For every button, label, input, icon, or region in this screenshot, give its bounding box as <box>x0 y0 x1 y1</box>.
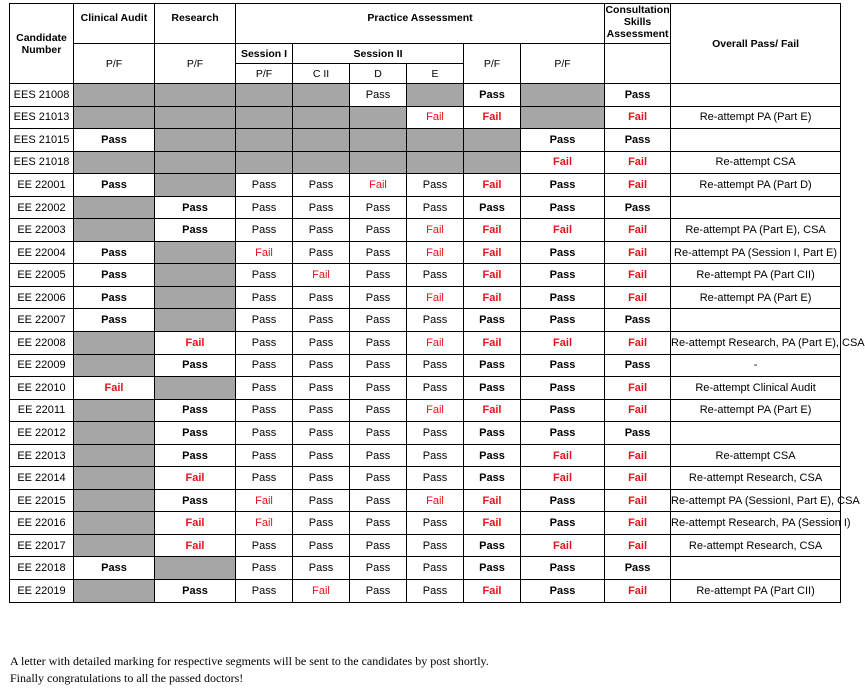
cell-csa: Pass <box>521 489 605 512</box>
cell-remarks <box>671 84 841 107</box>
cell-practice-pf: Pass <box>464 84 521 107</box>
cell-candidate-number: EE 22014 <box>10 467 74 490</box>
cell-session-1: Pass <box>236 557 293 580</box>
cell-remarks <box>671 309 841 332</box>
cell-part-d: Pass <box>350 444 407 467</box>
cell-csa <box>521 106 605 129</box>
cell-part-cii: Pass <box>293 332 350 355</box>
cell-clinical-audit: Fail <box>74 377 155 400</box>
cell-session-1: Pass <box>236 309 293 332</box>
cell-clinical-audit: Pass <box>74 129 155 152</box>
cell-overall: Pass <box>605 196 671 219</box>
cell-part-d: Pass <box>350 557 407 580</box>
cell-clinical-audit <box>74 219 155 242</box>
cell-remarks: Re-attempt Research, CSA <box>671 467 841 490</box>
table-row <box>10 512 841 535</box>
table-row <box>10 286 841 309</box>
cell-part-cii: Pass <box>293 196 350 219</box>
cell-session-1: Pass <box>236 354 293 377</box>
cell-part-e <box>407 129 464 152</box>
header-candidate: Candidate Number <box>10 4 74 84</box>
cell-clinical-audit <box>74 151 155 174</box>
cell-csa: Fail <box>521 151 605 174</box>
table-row <box>10 332 841 355</box>
cell-csa: Fail <box>521 444 605 467</box>
table-body <box>10 84 865 603</box>
cell-session-1: Pass <box>236 219 293 242</box>
cell-practice-pf: Pass <box>464 422 521 445</box>
cell-research: Fail <box>155 467 236 490</box>
header-session-1: Session I <box>236 44 293 64</box>
cell-practice-pf: Fail <box>464 219 521 242</box>
cell-session-1 <box>236 84 293 107</box>
cell-session-1: Pass <box>236 377 293 400</box>
cell-research: Fail <box>155 512 236 535</box>
header-research: Research <box>155 4 236 44</box>
cell-clinical-audit <box>74 512 155 535</box>
cell-candidate-number: EES 21018 <box>10 151 74 174</box>
cell-research <box>155 174 236 197</box>
cell-research: Pass <box>155 196 236 219</box>
cell-session-1: Pass <box>236 444 293 467</box>
cell-part-cii: Pass <box>293 534 350 557</box>
cell-research: Pass <box>155 219 236 242</box>
cell-clinical-audit: Pass <box>74 309 155 332</box>
cell-csa: Pass <box>521 399 605 422</box>
cell-research: Pass <box>155 399 236 422</box>
cell-part-d <box>350 106 407 129</box>
cell-session-1: Pass <box>236 332 293 355</box>
header-session-2: Session II <box>293 44 464 64</box>
cell-practice-pf: Pass <box>464 377 521 400</box>
cell-remarks: Re-attempt PA (Part CII) <box>671 580 841 603</box>
cell-csa: Pass <box>521 174 605 197</box>
cell-overall: Fail <box>605 219 671 242</box>
cell-part-e: Pass <box>407 580 464 603</box>
cell-csa: Fail <box>521 332 605 355</box>
cell-part-e <box>407 151 464 174</box>
cell-clinical-audit <box>74 332 155 355</box>
cell-remarks <box>671 129 841 152</box>
table-row <box>10 84 841 107</box>
cell-remarks: - <box>671 354 841 377</box>
cell-remarks: Re-attempt Clinical Audit <box>671 377 841 400</box>
cell-practice-pf: Pass <box>464 444 521 467</box>
cell-research <box>155 264 236 287</box>
cell-remarks: Re-attempt PA (Part E), CSA <box>671 219 841 242</box>
cell-csa: Pass <box>521 354 605 377</box>
cell-part-cii: Fail <box>293 264 350 287</box>
cell-practice-pf: Fail <box>464 241 521 264</box>
cell-part-cii: Pass <box>293 309 350 332</box>
table-row <box>10 129 841 152</box>
cell-research <box>155 557 236 580</box>
cell-part-cii: Fail <box>293 580 350 603</box>
cell-part-cii: Pass <box>293 377 350 400</box>
cell-clinical-audit <box>74 444 155 467</box>
cell-part-e: Fail <box>407 332 464 355</box>
cell-csa: Pass <box>521 512 605 535</box>
cell-research <box>155 241 236 264</box>
header-csa: Consultation Skills Assessment <box>605 4 671 44</box>
cell-research <box>155 129 236 152</box>
cell-overall: Fail <box>605 174 671 197</box>
cell-remarks: Re-attempt PA (Part E) <box>671 399 841 422</box>
cell-candidate-number: EE 22007 <box>10 309 74 332</box>
cell-candidate-number: EE 22013 <box>10 444 74 467</box>
cell-csa: Fail <box>521 467 605 490</box>
cell-research <box>155 84 236 107</box>
cell-candidate-number: EE 22003 <box>10 219 74 242</box>
cell-part-e: Fail <box>407 286 464 309</box>
cell-research: Pass <box>155 489 236 512</box>
table-row <box>10 467 841 490</box>
cell-csa: Pass <box>521 377 605 400</box>
cell-practice-pf: Fail <box>464 399 521 422</box>
header-pa-pf: P/F <box>464 44 521 84</box>
cell-clinical-audit <box>74 399 155 422</box>
cell-remarks <box>671 557 841 580</box>
header-cii: C II <box>293 64 350 84</box>
cell-practice-pf: Pass <box>464 534 521 557</box>
cell-part-e: Pass <box>407 174 464 197</box>
cell-practice-pf: Fail <box>464 580 521 603</box>
cell-candidate-number: EES 21015 <box>10 129 74 152</box>
cell-part-d: Pass <box>350 580 407 603</box>
cell-overall: Fail <box>605 580 671 603</box>
cell-csa: Pass <box>521 580 605 603</box>
cell-candidate-number: EE 22015 <box>10 489 74 512</box>
cell-part-d: Pass <box>350 286 407 309</box>
header-practice-assessment: Practice Assessment <box>236 4 605 44</box>
cell-csa: Pass <box>521 557 605 580</box>
cell-research: Pass <box>155 580 236 603</box>
cell-part-e: Pass <box>407 557 464 580</box>
cell-practice-pf <box>464 129 521 152</box>
cell-practice-pf: Fail <box>464 174 521 197</box>
footer-congratulations: Finally congratulations to all the passed doctors! <box>10 671 244 685</box>
cell-part-d: Pass <box>350 467 407 490</box>
cell-part-cii: Pass <box>293 241 350 264</box>
cell-part-d: Pass <box>350 354 407 377</box>
cell-part-cii: Pass <box>293 557 350 580</box>
cell-overall: Fail <box>605 399 671 422</box>
cell-practice-pf: Fail <box>464 489 521 512</box>
cell-candidate-number: EES 21013 <box>10 106 74 129</box>
cell-overall: Pass <box>605 309 671 332</box>
cell-research <box>155 106 236 129</box>
cell-part-cii: Pass <box>293 467 350 490</box>
cell-overall: Pass <box>605 557 671 580</box>
cell-practice-pf: Fail <box>464 264 521 287</box>
cell-research: Pass <box>155 444 236 467</box>
header-ca-pf: P/F <box>74 44 155 84</box>
cell-practice-pf: Fail <box>464 512 521 535</box>
cell-part-d: Fail <box>350 174 407 197</box>
cell-part-e: Pass <box>407 467 464 490</box>
table-row <box>10 399 841 422</box>
cell-part-e: Fail <box>407 489 464 512</box>
cell-csa: Pass <box>521 196 605 219</box>
cell-session-1: Fail <box>236 241 293 264</box>
cell-csa: Fail <box>521 534 605 557</box>
cell-csa: Pass <box>521 264 605 287</box>
cell-part-d: Pass <box>350 219 407 242</box>
cell-part-cii: Pass <box>293 489 350 512</box>
cell-session-1: Pass <box>236 534 293 557</box>
cell-candidate-number: EE 22009 <box>10 354 74 377</box>
cell-research: Pass <box>155 354 236 377</box>
cell-part-cii <box>293 106 350 129</box>
cell-practice-pf: Pass <box>464 196 521 219</box>
cell-part-e: Fail <box>407 106 464 129</box>
cell-part-d: Pass <box>350 377 407 400</box>
cell-candidate-number: EE 22004 <box>10 241 74 264</box>
cell-part-cii <box>293 151 350 174</box>
cell-overall: Pass <box>605 354 671 377</box>
cell-candidate-number: EE 22005 <box>10 264 74 287</box>
cell-part-d: Pass <box>350 534 407 557</box>
cell-remarks <box>671 422 841 445</box>
header-research-pf: P/F <box>155 44 236 84</box>
cell-clinical-audit: Pass <box>74 557 155 580</box>
table-row <box>10 422 841 445</box>
cell-candidate-number: EE 22019 <box>10 580 74 603</box>
cell-part-d: Pass <box>350 84 407 107</box>
cell-remarks: Re-attempt Research, CSA <box>671 534 841 557</box>
cell-remarks: Re-attempt PA (Session I, Part E) <box>671 241 841 264</box>
cell-part-d: Pass <box>350 264 407 287</box>
header-clinical-audit: Clinical Audit <box>74 4 155 44</box>
header-csa-pf: P/F <box>521 44 605 84</box>
table-row <box>10 354 841 377</box>
cell-research: Fail <box>155 534 236 557</box>
cell-overall: Fail <box>605 151 671 174</box>
cell-part-cii: Pass <box>293 399 350 422</box>
cell-overall: Fail <box>605 377 671 400</box>
cell-session-1: Pass <box>236 422 293 445</box>
cell-part-d <box>350 151 407 174</box>
cell-part-e: Pass <box>407 444 464 467</box>
cell-part-cii: Pass <box>293 354 350 377</box>
cell-part-e: Pass <box>407 512 464 535</box>
cell-candidate-number: EE 22011 <box>10 399 74 422</box>
cell-research <box>155 151 236 174</box>
header-overall: Overall Pass/ Fail <box>671 4 841 84</box>
cell-clinical-audit: Pass <box>74 174 155 197</box>
cell-practice-pf: Pass <box>464 309 521 332</box>
cell-clinical-audit: Pass <box>74 286 155 309</box>
cell-research <box>155 377 236 400</box>
cell-practice-pf: Pass <box>464 354 521 377</box>
cell-research: Fail <box>155 332 236 355</box>
cell-session-1: Pass <box>236 399 293 422</box>
table-row <box>10 444 841 467</box>
cell-remarks: Re-attempt PA (Part CII) <box>671 264 841 287</box>
cell-session-1 <box>236 151 293 174</box>
cell-part-cii: Pass <box>293 422 350 445</box>
cell-practice-pf: Fail <box>464 286 521 309</box>
cell-part-cii: Pass <box>293 512 350 535</box>
cell-clinical-audit <box>74 489 155 512</box>
cell-overall: Fail <box>605 512 671 535</box>
cell-clinical-audit <box>74 422 155 445</box>
cell-session-1: Pass <box>236 467 293 490</box>
table-row <box>10 174 841 197</box>
cell-part-e: Pass <box>407 377 464 400</box>
cell-part-d: Pass <box>350 241 407 264</box>
cell-csa: Fail <box>521 219 605 242</box>
table-row <box>10 377 841 400</box>
table-row <box>10 534 841 557</box>
cell-overall: Fail <box>605 106 671 129</box>
cell-candidate-number: EE 22010 <box>10 377 74 400</box>
header-e: E <box>407 64 464 84</box>
cell-part-e: Fail <box>407 219 464 242</box>
cell-candidate-number: EE 22002 <box>10 196 74 219</box>
table-row <box>10 241 841 264</box>
table-row <box>10 196 841 219</box>
cell-session-1 <box>236 129 293 152</box>
cell-session-1 <box>236 106 293 129</box>
cell-part-cii: Pass <box>293 444 350 467</box>
cell-clinical-audit <box>74 354 155 377</box>
table-row <box>10 557 841 580</box>
cell-session-1: Pass <box>236 196 293 219</box>
cell-part-e: Pass <box>407 309 464 332</box>
cell-part-cii: Pass <box>293 286 350 309</box>
cell-clinical-audit <box>74 84 155 107</box>
cell-part-cii: Pass <box>293 174 350 197</box>
cell-clinical-audit <box>74 534 155 557</box>
cell-remarks: Re-attempt PA (Part E) <box>671 106 841 129</box>
cell-overall: Fail <box>605 489 671 512</box>
cell-practice-pf: Pass <box>464 467 521 490</box>
cell-overall: Fail <box>605 444 671 467</box>
table-row <box>10 219 841 242</box>
footer-note: A letter with detailed marking for respective segments will be sent to the candidates by post shortly. <box>10 654 489 668</box>
cell-practice-pf: Fail <box>464 332 521 355</box>
cell-part-e: Pass <box>407 196 464 219</box>
cell-part-e: Pass <box>407 534 464 557</box>
cell-clinical-audit: Pass <box>74 264 155 287</box>
cell-remarks: Re-attempt PA (SessionI, Part E), CSA <box>671 489 841 512</box>
cell-remarks: Re-attempt PA (Part D) <box>671 174 841 197</box>
cell-candidate-number: EE 22006 <box>10 286 74 309</box>
cell-csa: Pass <box>521 129 605 152</box>
cell-session-1: Pass <box>236 580 293 603</box>
cell-session-1: Pass <box>236 174 293 197</box>
cell-remarks: Re-attempt CSA <box>671 151 841 174</box>
cell-part-d: Pass <box>350 399 407 422</box>
cell-candidate-number: EE 22017 <box>10 534 74 557</box>
header-d: D <box>350 64 407 84</box>
cell-csa: Pass <box>521 241 605 264</box>
cell-overall: Fail <box>605 241 671 264</box>
cell-overall: Pass <box>605 84 671 107</box>
cell-overall: Pass <box>605 422 671 445</box>
cell-overall: Fail <box>605 467 671 490</box>
cell-part-d <box>350 129 407 152</box>
results-table <box>9 3 865 603</box>
cell-part-e: Fail <box>407 399 464 422</box>
table-row <box>10 151 841 174</box>
cell-part-e: Pass <box>407 264 464 287</box>
cell-practice-pf: Pass <box>464 557 521 580</box>
cell-research: Pass <box>155 422 236 445</box>
cell-clinical-audit: Pass <box>74 241 155 264</box>
cell-session-1: Pass <box>236 264 293 287</box>
cell-remarks: Re-attempt CSA <box>671 444 841 467</box>
cell-candidate-number: EE 22008 <box>10 332 74 355</box>
cell-part-cii <box>293 129 350 152</box>
cell-overall: Fail <box>605 332 671 355</box>
cell-candidate-number: EES 21008 <box>10 84 74 107</box>
cell-part-d: Pass <box>350 332 407 355</box>
table-header <box>10 4 841 84</box>
table-row <box>10 106 841 129</box>
cell-overall: Fail <box>605 264 671 287</box>
cell-research <box>155 286 236 309</box>
cell-csa: Pass <box>521 422 605 445</box>
cell-overall: Fail <box>605 534 671 557</box>
cell-part-e: Pass <box>407 354 464 377</box>
cell-part-cii: Pass <box>293 219 350 242</box>
cell-overall: Fail <box>605 286 671 309</box>
cell-remarks: Re-attempt PA (Part E) <box>671 286 841 309</box>
cell-remarks: Re-attempt Research, PA (Part E), CSA <box>671 332 841 355</box>
cell-candidate-number: EE 22016 <box>10 512 74 535</box>
cell-csa: Pass <box>521 309 605 332</box>
cell-session-1: Fail <box>236 489 293 512</box>
cell-csa <box>521 84 605 107</box>
cell-remarks <box>671 196 841 219</box>
cell-part-d: Pass <box>350 512 407 535</box>
table-row <box>10 309 841 332</box>
cell-clinical-audit <box>74 196 155 219</box>
cell-practice-pf <box>464 151 521 174</box>
table-row <box>10 264 841 287</box>
table-row <box>10 580 841 603</box>
cell-part-d: Pass <box>350 309 407 332</box>
cell-part-d: Pass <box>350 489 407 512</box>
header-session-1-pf: P/F <box>236 64 293 84</box>
cell-clinical-audit <box>74 580 155 603</box>
table-row <box>10 489 841 512</box>
cell-candidate-number: EE 22018 <box>10 557 74 580</box>
cell-session-1: Fail <box>236 512 293 535</box>
cell-part-e: Pass <box>407 422 464 445</box>
cell-part-d: Pass <box>350 422 407 445</box>
cell-research <box>155 309 236 332</box>
cell-candidate-number: EE 22001 <box>10 174 74 197</box>
cell-practice-pf: Fail <box>464 106 521 129</box>
cell-part-cii <box>293 84 350 107</box>
cell-part-e <box>407 84 464 107</box>
cell-part-e: Fail <box>407 241 464 264</box>
cell-remarks: Re-attempt Research, PA (Session I) <box>671 512 841 535</box>
cell-session-1: Pass <box>236 286 293 309</box>
cell-part-d: Pass <box>350 196 407 219</box>
cell-csa: Pass <box>521 286 605 309</box>
cell-clinical-audit <box>74 467 155 490</box>
cell-clinical-audit <box>74 106 155 129</box>
cell-candidate-number: EE 22012 <box>10 422 74 445</box>
cell-overall: Pass <box>605 129 671 152</box>
